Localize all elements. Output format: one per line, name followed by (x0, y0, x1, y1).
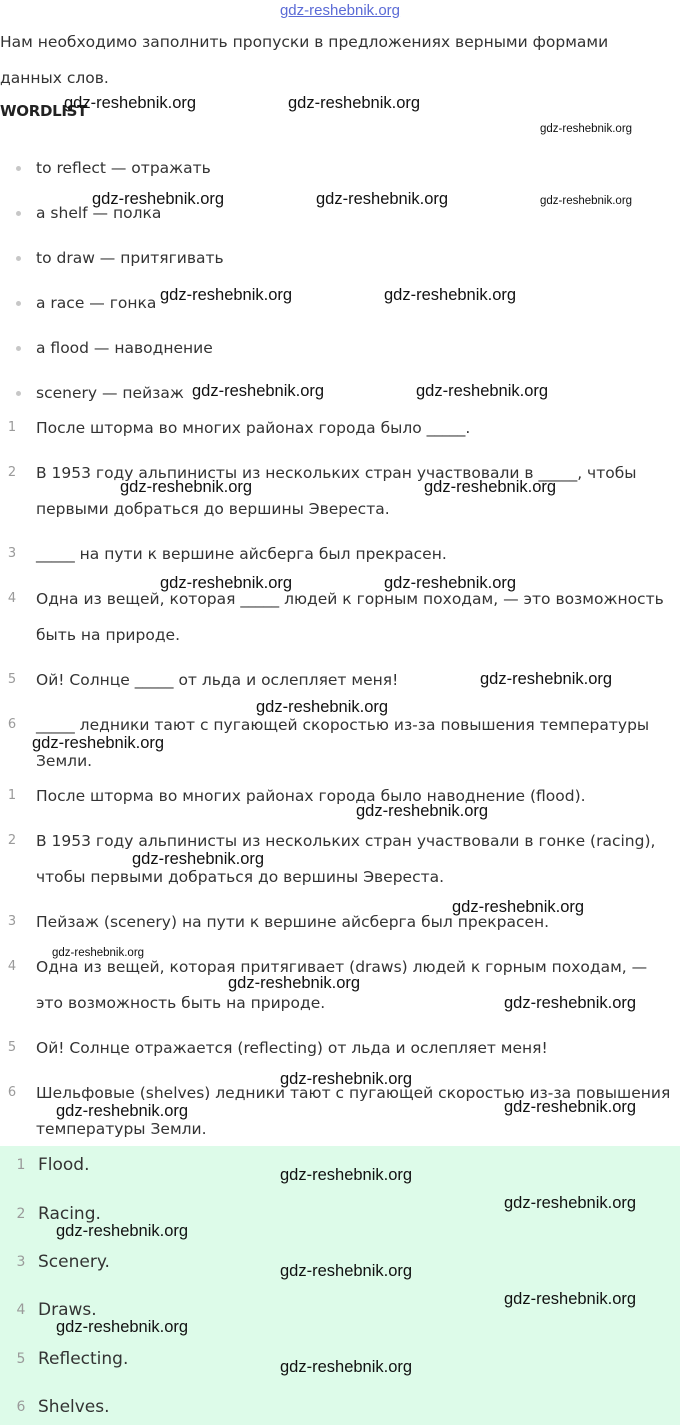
watermark: gdz-reshebnik.org (480, 670, 613, 688)
item-number: 1 (16, 1157, 26, 1173)
watermark: gdz-reshebnik.org (416, 382, 549, 400)
watermark: gdz-reshebnik.org (56, 1222, 189, 1240)
item-number: 3 (16, 1254, 26, 1270)
item-number: 2 (7, 465, 17, 480)
watermark: gdz-reshebnik.org (384, 574, 517, 592)
item-number: 1 (7, 788, 17, 803)
item-number: 6 (16, 1399, 26, 1415)
bullet-icon (16, 391, 21, 396)
answer-text: Scenery. (38, 1252, 110, 1272)
wordlist-item-text: to draw — притягивать (36, 249, 224, 267)
watermark: gdz-reshebnik.org (356, 802, 489, 820)
filled-text: Ой! Солнце отражается (reflecting) от льда и ослепляет меня! (36, 1039, 548, 1057)
item-number: 2 (7, 833, 17, 848)
item-number: 2 (16, 1206, 26, 1222)
filled-text: Шельфовые (shelves) ледники тают с пугающей скоростью из-за повышения температуры Земли. (36, 1084, 671, 1138)
watermark: gdz-reshebnik.org (316, 190, 449, 208)
item-number: 3 (7, 546, 17, 561)
task-text: После шторма во многих районах города было _____. (36, 419, 471, 437)
filled-text: В 1953 году альпинисты из нескольких стран участвовали в гонке (racing), чтобы первыми добраться до вершины Эвереста. (36, 832, 656, 886)
watermark: gdz-reshebnik.org (540, 123, 633, 135)
watermark: gdz-reshebnik.org (504, 1194, 637, 1212)
task-text: Одна из вещей, которая _____ людей к горным походам, — это возможность быть на природе. (36, 590, 664, 644)
watermark: gdz-reshebnik.org (288, 94, 421, 112)
item-number: 5 (7, 672, 17, 687)
task-text: _____ ледники тают с пугающей скоростью из-за повышения температуры Земли. (36, 716, 650, 770)
watermark: gdz-reshebnik.org (280, 1070, 413, 1088)
watermark: gdz-reshebnik.org (52, 947, 145, 959)
filled-text: Пейзаж (scenery) на пути к вершине айсберга был прекрасен. (36, 913, 550, 931)
filled-text: После шторма во многих районах города было наводнение (flood). (36, 787, 586, 805)
item-number: 4 (16, 1302, 26, 1318)
bullet-icon (16, 256, 21, 261)
watermark: gdz-reshebnik.org (56, 1318, 189, 1336)
watermark: gdz-reshebnik.org (56, 1102, 189, 1120)
task-text: В 1953 году альпинисты из нескольких стран участвовали в _____, чтобы первыми добраться до вершины Эвереста. (36, 464, 637, 518)
watermark: gdz-reshebnik.org (256, 698, 389, 716)
bullet-icon (16, 211, 21, 216)
watermark: gdz-reshebnik.org (92, 190, 225, 208)
wordlist-title: WORDLIST (0, 102, 88, 120)
bullet-icon (16, 166, 21, 171)
item-number: 6 (7, 1085, 17, 1100)
answer-text: Reflecting. (38, 1349, 129, 1369)
watermark: gdz-reshebnik.org (192, 382, 325, 400)
item-number: 4 (7, 591, 17, 606)
item-number: 1 (7, 420, 17, 435)
watermark: gdz-reshebnik.org (132, 850, 265, 868)
answer-text: Flood. (38, 1155, 90, 1175)
watermark: gdz-reshebnik.org (504, 994, 637, 1012)
wordlist-item-text: scenery — пейзаж (36, 384, 184, 402)
task-text: _____ на пути к вершине айсберга был прекрасен. (36, 545, 447, 563)
wordlist-item-text: a shelf — полка (36, 204, 162, 222)
watermark: gdz-reshebnik.org (384, 286, 517, 304)
site-watermark-link[interactable]: gdz-reshebnik.org (279, 2, 401, 19)
item-number: 5 (7, 1040, 17, 1055)
item-number: 3 (7, 914, 17, 929)
watermark: gdz-reshebnik.org (160, 574, 293, 592)
watermark: gdz-reshebnik.org (280, 1358, 413, 1376)
item-number: 6 (7, 717, 17, 732)
task-text: Ой! Солнце _____ от льда и ослепляет меня! (36, 671, 399, 689)
watermark: gdz-reshebnik.org (504, 1098, 637, 1116)
wordlist-item-text: a race — гонка (36, 294, 157, 312)
answers-panel (0, 1146, 680, 1425)
answer-text: Draws. (38, 1300, 97, 1320)
wordlist-item-text: to reflect — отражать (36, 159, 211, 177)
watermark: gdz-reshebnik.org (120, 478, 253, 496)
filled-text: Одна из вещей, которая притягивает (draws) людей к горным походам, — это возможность быть на природе. (36, 958, 648, 1012)
watermark: gdz-reshebnik.org (280, 1166, 413, 1184)
watermark: gdz-reshebnik.org (424, 478, 557, 496)
bullet-icon (16, 346, 21, 351)
watermark: gdz-reshebnik.org (540, 195, 633, 207)
watermark: gdz-reshebnik.org (452, 898, 585, 916)
item-number: 4 (7, 959, 17, 974)
item-number: 5 (16, 1351, 26, 1367)
answer-text: Shelves. (38, 1397, 110, 1417)
watermark: gdz-reshebnik.org (280, 1262, 413, 1280)
intro-text: Нам необходимо заполнить пропуски в предложениях верными формами данных слов. (0, 33, 609, 87)
watermark: gdz-reshebnik.org (504, 1290, 637, 1308)
bullet-icon (16, 301, 21, 306)
watermark: gdz-reshebnik.org (64, 94, 197, 112)
answer-text: Racing. (38, 1204, 101, 1224)
wordlist-item-text: a flood — наводнение (36, 339, 213, 357)
watermark: gdz-reshebnik.org (228, 974, 361, 992)
watermark: gdz-reshebnik.org (160, 286, 293, 304)
watermark: gdz-reshebnik.org (32, 734, 165, 752)
